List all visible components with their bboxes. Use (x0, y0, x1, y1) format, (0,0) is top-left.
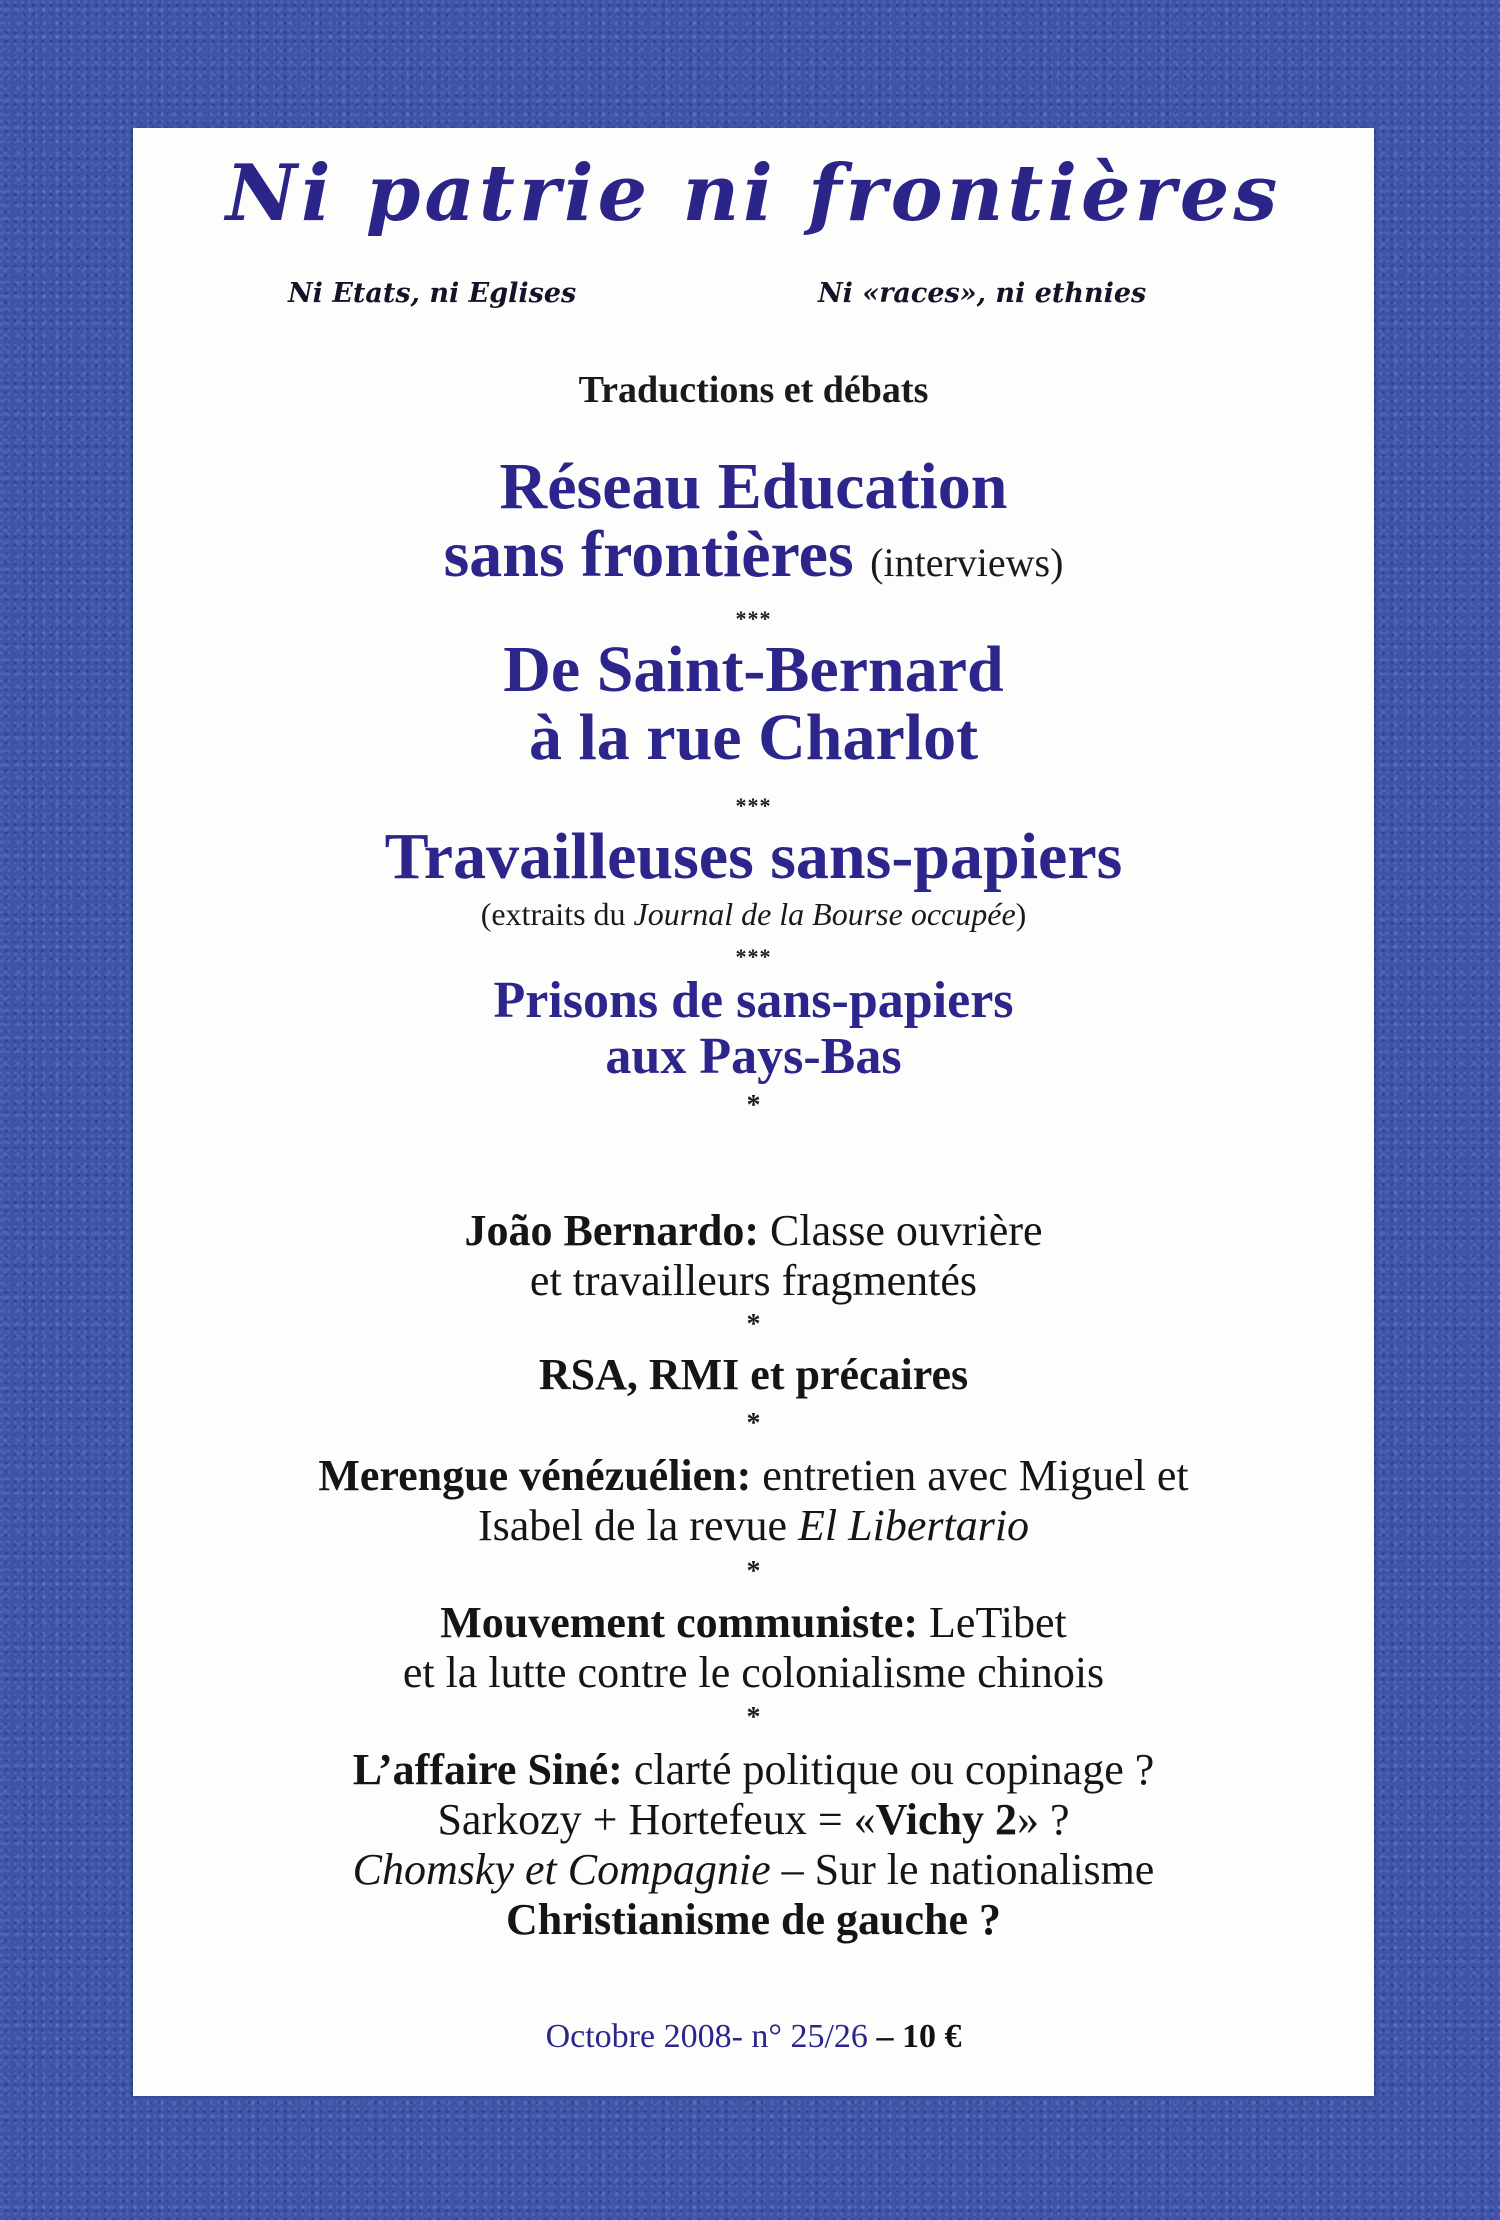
article-6 (133, 1795, 1374, 1845)
cover-card (133, 128, 1374, 2096)
article-1-line-1 (133, 1206, 1374, 1256)
article-6-post: » ? (1017, 1795, 1070, 1844)
article-5-title: clarté politique ou copinage ? (622, 1745, 1155, 1794)
article-7-italic: Chomsky et Compagnie (352, 1845, 771, 1894)
headline-1-line-1: Réseau Education (499, 450, 1008, 523)
headline-1-line-2 (133, 518, 1374, 597)
article-3-title: entretien avec Miguel et (751, 1451, 1189, 1500)
separator-4: * (746, 1090, 761, 1121)
masthead-mottos (133, 278, 1374, 318)
motto-right: Ni «races», ni ethnies (818, 278, 1147, 309)
separator-3: *** (735, 944, 772, 969)
issue-price: – 10 € (876, 2018, 962, 2055)
headline-3-line-1: Travailleuses sans-papiers (384, 820, 1123, 893)
separator-7: * (746, 1556, 761, 1587)
headline-3-note-italic: Journal de la Bourse occupée (633, 896, 1016, 932)
article-3-line-2-pre: Isabel de la revue (477, 1501, 799, 1550)
headline-2-line-2: à la rue Charlot (528, 701, 979, 774)
article-4-line-2: et la lutte contre le colonialisme chinois (402, 1648, 1105, 1697)
headline-3-note-pre: (extraits du (480, 896, 634, 932)
article-4-line-1 (133, 1598, 1374, 1648)
article-6-bold: Vichy 2 (875, 1795, 1018, 1844)
issue-date-number: Octobre 2008- n° 25/26 (545, 2018, 877, 2055)
article-4-author: Mouvement communiste: (440, 1598, 919, 1647)
headline-3-note (133, 896, 1374, 933)
motto-left: Ni Etats, ni Eglises (288, 278, 577, 309)
article-8: Christianisme de gauche ? (506, 1895, 1001, 1944)
article-4-title: LeTibet (918, 1598, 1067, 1647)
article-6-pre: Sarkozy + Hortefeux = « (437, 1795, 876, 1844)
section-label: Traductions et débats (578, 369, 929, 411)
masthead-title: Ni patrie ni frontières (225, 148, 1282, 239)
article-3-author: Merengue vénézuélien: (318, 1451, 752, 1500)
article-1-title: Classe ouvrière (759, 1206, 1043, 1255)
headline-3-note-post: ) (1015, 896, 1027, 932)
article-7-title: – Sur le nationalisme (770, 1845, 1155, 1894)
issue-info (133, 2018, 1374, 2056)
headline-1-text: sans frontières (443, 518, 854, 591)
article-5 (133, 1745, 1374, 1795)
article-5-topic: L’affaire Siné: (352, 1745, 623, 1794)
headline-2-line-1: De Saint-Bernard (503, 633, 1004, 706)
separator-5: * (746, 1309, 761, 1340)
separator-2: *** (735, 793, 772, 818)
headline-4-line-2: aux Pays-Bas (605, 1028, 902, 1085)
headline-4-line-1: Prisons de sans-papiers (493, 972, 1014, 1029)
separator-1: *** (735, 606, 772, 631)
headline-1-note: (interviews) (870, 540, 1064, 585)
separator-8: * (746, 1702, 761, 1733)
separator-6: * (746, 1408, 761, 1439)
article-1-line-2: et travailleurs fragmentés (529, 1256, 978, 1305)
article-3-line-2 (133, 1501, 1374, 1551)
article-3-line-1 (133, 1451, 1374, 1501)
article-2: RSA, RMI et précaires (538, 1350, 969, 1399)
article-7 (133, 1845, 1374, 1895)
article-1-author: João Bernardo: (464, 1206, 760, 1255)
article-3-journal: El Libertario (798, 1501, 1030, 1550)
